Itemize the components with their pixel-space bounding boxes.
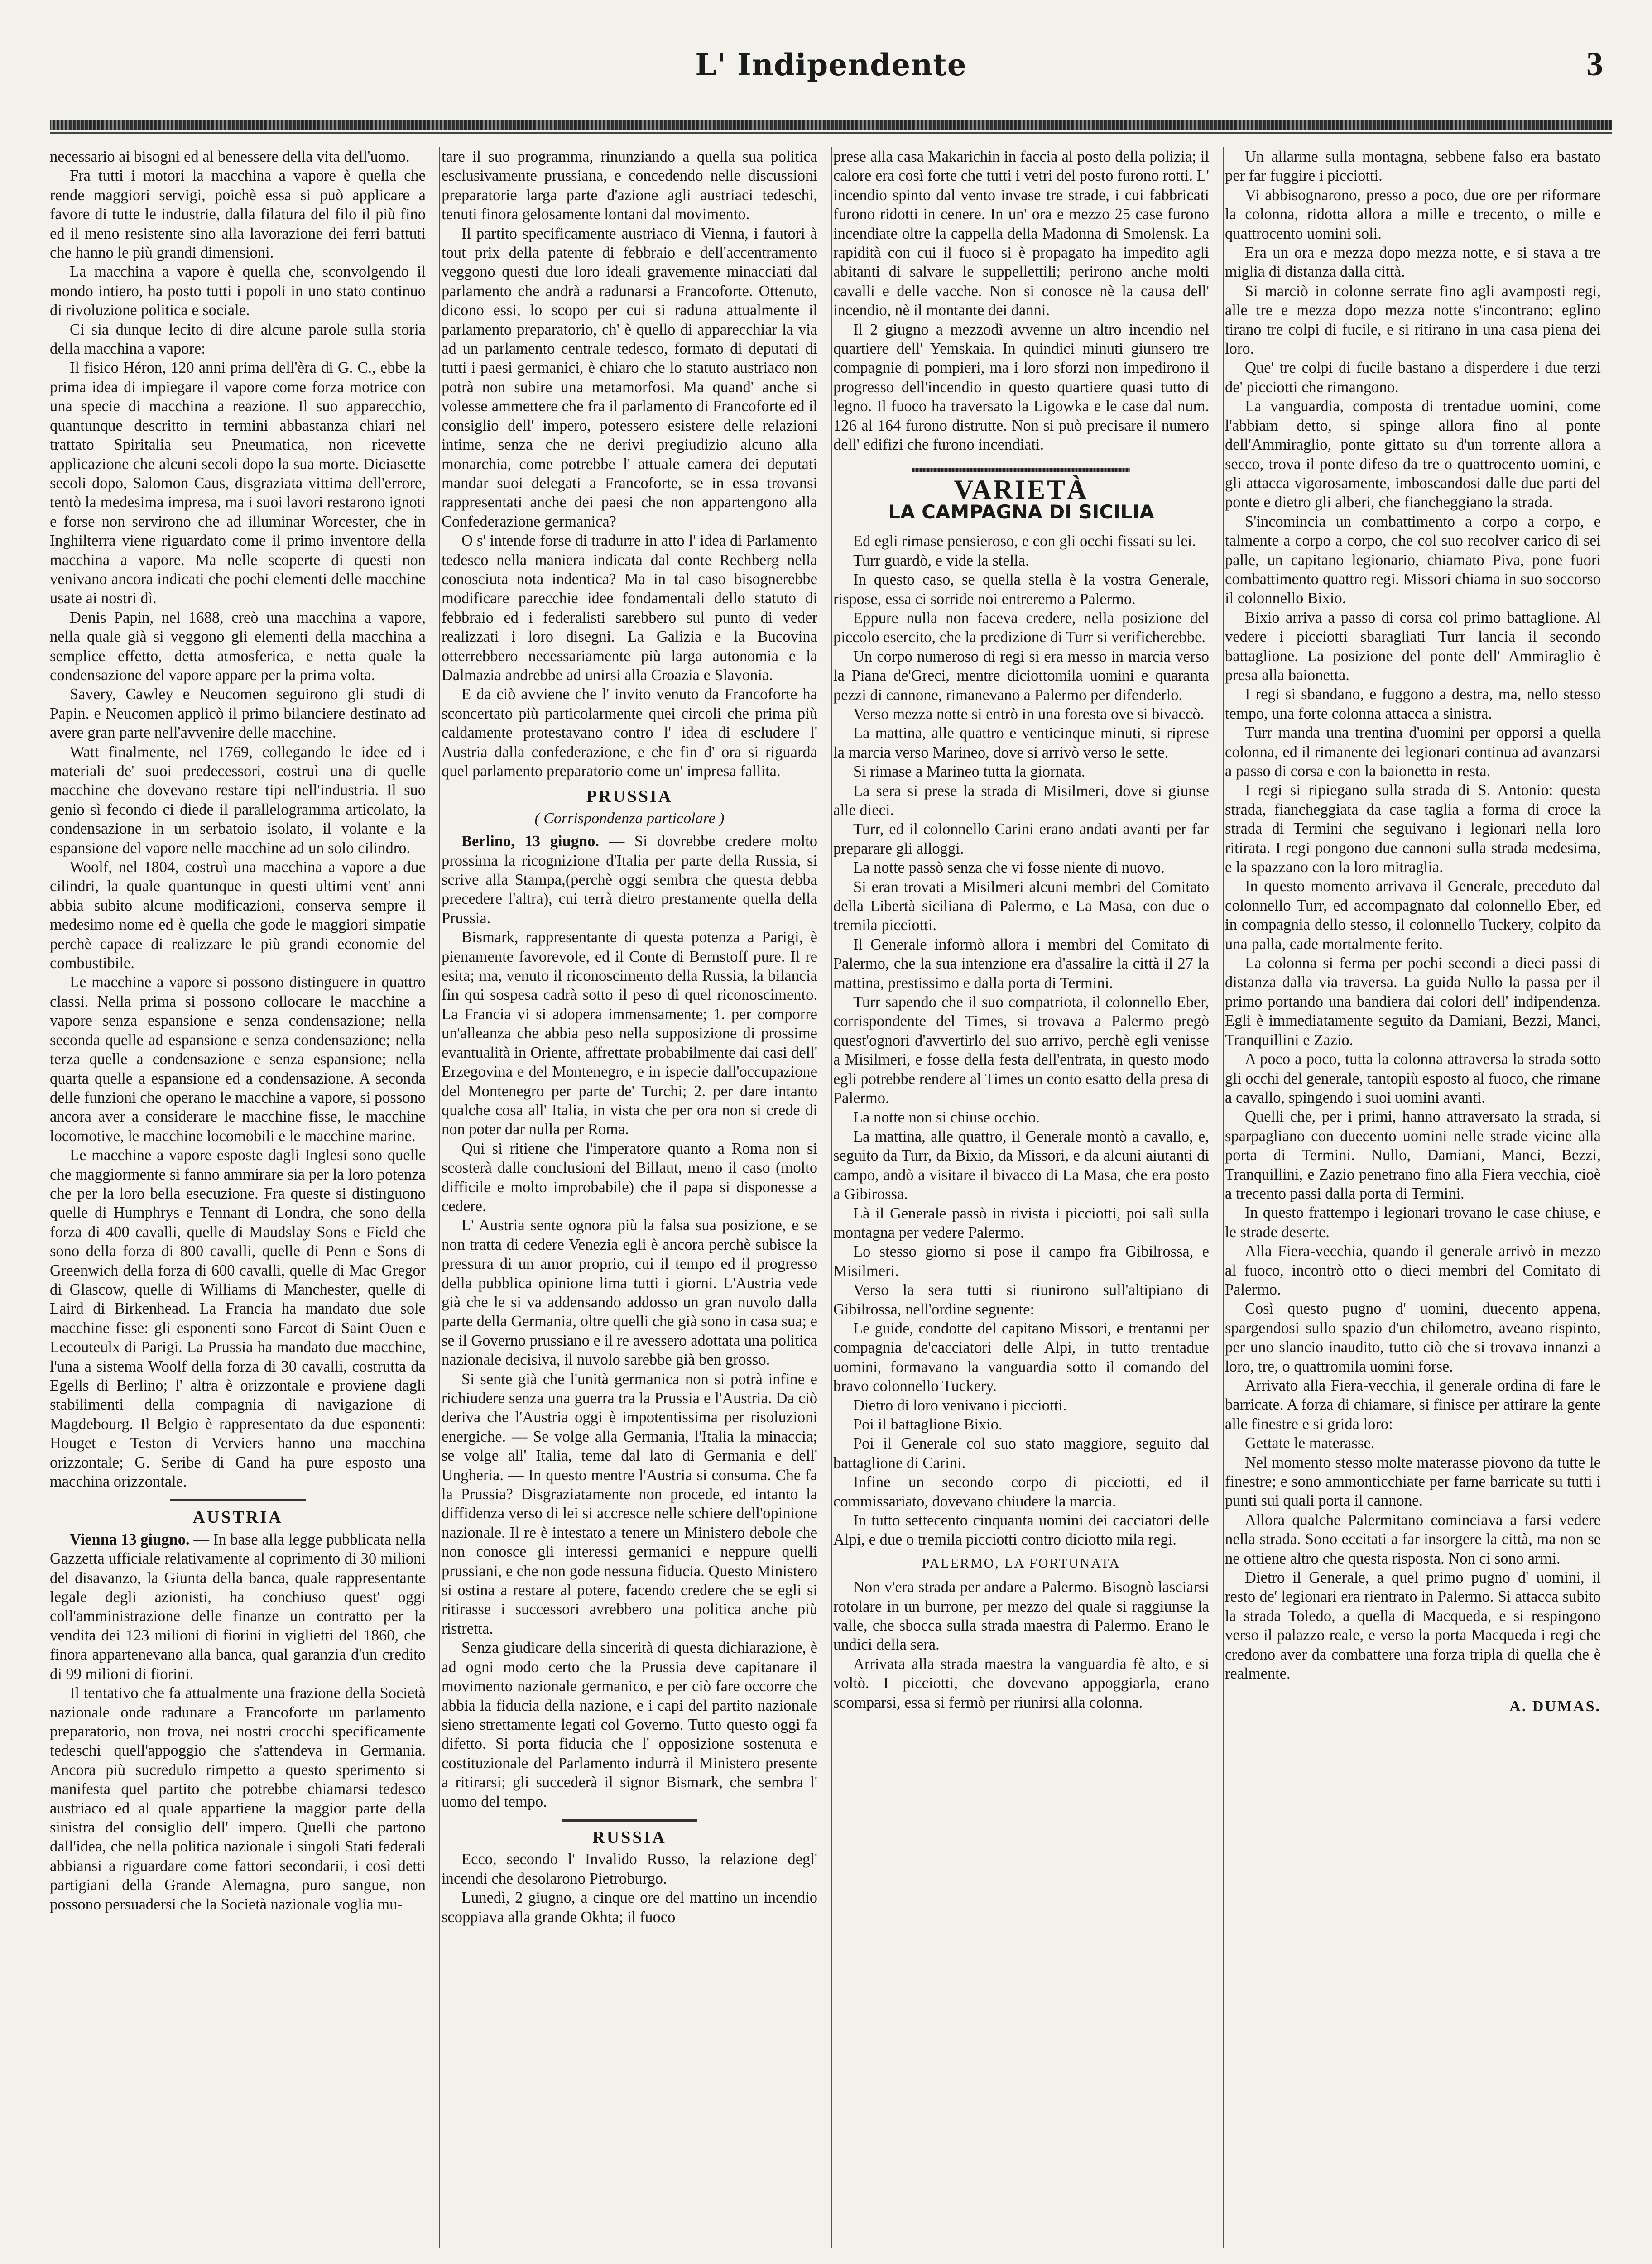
dateline: Berlino, 13 giugno. <box>461 833 600 850</box>
varieta-heading: VARIETÀ <box>954 474 1089 504</box>
paragraph: Dietro il Generale, a quel primo pugno d' uomini, il resto de' legionari era rientrato in Palermo. Si attacca subito la strada Toledo, a quella di Macqueda, e si respingono verso il palazzo reale, e verso la porta Macqueda i regi che credono aver da combattere una forza tripla di quella che è realmente. <box>1225 1569 1601 1683</box>
paragraph: Verso la sera tutti si riunirono sull'altipiano di Gibilrossa, nell'ordine seguente: <box>833 1281 1209 1318</box>
column-2 <box>442 147 817 2257</box>
paragraph: Ci sia dunque lecito di dire alcune parole sulla storia della macchina a vapore: <box>50 321 426 358</box>
paragraph: Qui si ritiene che l'imperatore quanto a Roma non si scosterà dalle conclusioni del Billaut, meno il caso (molto difficile e molto improbabile) che il papa si disponesse a cedere. <box>442 1140 817 1215</box>
dateline-text: — Si dovrebbe credere molto prossima la ricognizione d'Italia per parte della Russia, si scrive alla Stampa,(perchè oggi sembra che questa debba precedere l'altra), cui terrà dietro prestamente quella della Prussia. <box>442 833 817 927</box>
paragraph: A poco a poco, tutta la colonna attraversa la strada sotto gli occhi del generale, tantopiù esposto al fuoco, che rimane a cavallo, spingendo i suoi uomini avanti. <box>1225 1050 1601 1106</box>
paragraph: Verso mezza notte si entrò in una foresta ove si bivaccò. <box>853 705 1205 723</box>
paragraph: Turr sapendo che il suo compatriota, il colonnello Eber, corrispondente del Times, si trovava a Palermo pregò quest'ognori d'avvertirlo del suo arrivo, perchè egli venisse a Misilmeri, e fosse della festa dell'entrata, in questo modo egli potrebbe rendere al Times un conto esatto della presa di Palermo. <box>833 993 1209 1107</box>
paragraph: In questo caso, se quella stella è la vostra Generale, rispose, essa ci sorride noi entreremo a Palermo. <box>833 571 1209 608</box>
paragraph: Le guide, condotte del capitano Missori, e trentanni per compagnia de'cacciatori delle Alpi, in tutto trentadue uomini, formavano la vanguardia sotto il comando del bravo colonnello Tuckery. <box>833 1319 1209 1395</box>
paragraph: In questo momento arrivava il Generale, preceduto dal colonnello Turr, ed accompagnato dal colonnello Eber, ed in compagnia dello stesso, il colonnello Tuckery, colpito da una palla, cade mortalmente ferito. <box>1225 878 1601 953</box>
paragraph: Alla Fiera-vecchia, quando il generale arrivò in mezzo al fuoco, incontrò otto o dieci membri del Comitato di Palermo. <box>1225 1242 1601 1298</box>
paragraph: Lunedì, 2 giugno, a cinque ore del mattino un incendio scoppiava alla grande Okhta; il fuoco <box>442 1889 817 1926</box>
paragraph: Là il Generale passò in rivista i picciotti, poi salì sulla montagna per vedere Palermo. <box>833 1204 1209 1241</box>
paragraph <box>50 1530 426 1684</box>
paragraph: Il 2 giugno a mezzodì avvenne un altro incendio nel quartiere dell' Yemskaia. In quindici minuti giunsero tre compagnie di pompieri, ma i loro sforzi non impedirono il progresso dell'incendio in questo quartiere quasi tutto di legno. Il fuoco ha traversato la Ligowka e le case dal num. 126 al 164 furono distrutte. Non si può precisare il numero dell' edifizi che furono incendiati. <box>833 321 1209 454</box>
paragraph: I regi si ripiegano sulla strada di S. Antonio: questa strada, fiancheggiata da case taglia a forma di croce la strada di Termini che seguivano i legionari nella loro ritirata. I regi pongono due cannoni sulla strada medesima, e la spazzano con la loro mitraglia. <box>1225 782 1601 876</box>
paragraph: Bixio arriva a passo di corsa col primo battaglione. Al vedere i picciotti sbaragliati Turr lancia il secondo battaglione. La posizione del ponte dell' Ammiraglio è presa alla baionetta. <box>1225 609 1601 684</box>
paragraph: I regi si sbandano, e fuggono a destra, ma, nello stesso tempo, una forte colonna attacca a sinistra. <box>1225 686 1601 722</box>
paragraph: E da ciò avviene che l' invito venuto da Francoforte ha sconcertato più particolarmente quei circoli che prima più caldamente protestavano contro l' idea di escludere l' Austria dalla confederazione, e che fin d' ora si riguarda quel parlamento preparatorio come un' impresa fallita. <box>442 686 817 780</box>
russia-heading: RUSSIA <box>592 1828 667 1847</box>
paragraph: Non v'era strada per andare a Palermo. Bisognò lasciarsi rotolare in un burrone, per mezzo del quale si raggiunse la valle, che sbocca sulla strada maestra di Palermo. Erano le undici della sera. <box>833 1578 1209 1654</box>
steam-engine-article <box>50 147 426 1491</box>
paragraph: Dietro di loro venivano i picciotti. <box>853 1396 1067 1414</box>
paragraph: Un allarme sulla montagna, sebbene falso era bastato per far fuggire i picciotti. <box>1225 148 1601 185</box>
prussia-heading: PRUSSIA <box>586 787 673 806</box>
paragraph: La mattina, alle quattro, il Generale montò a cavallo, e, seguito da Turr, da Bixio, da Missori, e da alcuni aiutanti di campo, andò a visitare il bivacco di La Masa, che era posto a Gibirossa. <box>833 1127 1209 1203</box>
paragraph: Poi il battaglione Bixio. <box>853 1416 1003 1433</box>
paragraph: La vanguardia, composta di trentadue uomini, come l'abbiam detto, si spinge allora fino al ponte dell'Ammiraglio, ponte gittato su d'un torrente allora a secco, trova il ponte difeso da tre o quattrocento uomini, e gli attacca vigorosamente, imboscandosi dalle due parti del ponte e dietro gli alberi, che fiancheggiano la strada. <box>1225 398 1601 511</box>
paragraph: Si rimase a Marineo tutta la giornata. <box>853 763 1085 781</box>
paragraph: Il tentativo che fa attualmente una frazione della Società nazionale onde radunare a Francoforte un parlamento preparatorio, non trova, nei nostri crocchi specificamente tedeschi quell'appoggio che s'attendeva in Germania. Ancora più sucredulo rimpetto a questo sperimento si manifesta quel partito che potrebbe chiamarsi tedesco austriaco ed al quale appartiene la maggior parte della sinistra del consiglio dell' impero. Quelli che partono dall'idea, che nella politica nazionale i singoli Stati federali abbiansi a riguardare come fattori secondarii, i così detti partigiani della Grande Alemagna, puro sangue, non possono persuadersi che la Società nazionale voglia mu- <box>50 1684 426 1913</box>
paragraph: La colonna si ferma per pochi secondi a dieci passi di distanza dalla via traversa. La guida Nullo la passa per il primo portando una bandiera dai colori dell' indipendenza. Egli è immediatamente seguito da Damiani, Bezzi, Manci, Tranquillini e Zazio. <box>1225 955 1601 1049</box>
paragraph: Il fisico Héron, 120 anni prima dell'èra di G. C., ebbe la prima idea di impiegare il vapore come forza motrice con una specie di macchina a reazione. Il suo apparecchio, quantunque descritto in termini abbastanza chiari nel trattato Spiritalia seu Pneumatica, non ricevette applicazione che alcuni secoli dopo la sua morte. Diciasette secoli dopo, Salomon Caus, disgraziata vittima dell'errore, tentò la medesima impresa, ma i suoi lavori restarono ignoti e forse non servirono che ad illuminar Worcester, che in Inghilterra viene riguardato come il primo inventore della macchina a vapore. Ma nelle scoperte di questi non venivano ancora indicati che pochi elementi delle macchine usate ai nostri dì. <box>50 359 426 607</box>
paragraph: Denis Papin, nel 1688, creò una macchina a vapore, nella quale già si veggono gli elementi della macchina a semplice effetto, detta atmosferica, e netta quale la condensazione del vapore appare per la prima volta. <box>50 609 426 684</box>
paragraph: Arrivata alla strada maestra la vanguardia fè alto, e si voltò. I picciotti, che dovevano appoggiarla, erano scomparsi, essa si fermò per riunirsi alla colonna. <box>833 1655 1209 1711</box>
paragraph: Le macchine a vapore esposte dagli Inglesi sono quelle che maggiormente si fanno ammirare sia per la loro potenza che per la loro bella esecuzione. Fra queste si distinguono quelle di Humphrys e Tennant di Londra, che sono della forza di 400 cavalli, quelle di Maudslay Sons e Field che sono della forza di 800 cavalli, quelle di Penn e Sons di Greenwich della forza di 600 cavalli, quelle di Mac Gregor di Glascow, quelle di Williams di Manchester, quelle di Laird di Birkenhead. La Francia ha mandato due sole macchine fisse: gli esponenti sono Farcot di Saint Ouen e Lecouteulx di Parigi. La Prussia ha mandato due macchine, l'una a sistema Woolf della forza di 30 cavalli, costrutta da Egells di Berlino; l' altra è orizzontale e proviene dagli stabilimenti della compagnia di navigazione di Magdebourg. Il Belgio è rappresentato da due esponenti: Houget e Teston di Verviers hanno una macchina orizzontale; G. Seribe di Gand ha pure esposto una macchina orizzontale. <box>50 1146 426 1491</box>
palermo-subheading: PALERMO, LA FORTUNATA <box>922 1555 1121 1571</box>
paragraph: Turr, ed il colonnello Carini erano andati avanti per far preparare gli alloggi. <box>833 820 1209 857</box>
paragraph: Si marciò in colonne serrate fino agli avamposti regi, alle tre e mezza dopo mezza notte s'incontrano; eglino tirano tre colpi di fucile, e si ritirano in una casa piena dei loro. <box>1225 282 1601 358</box>
paragraph: Ed egli rimase pensieroso, e con gli occhi fissati su lei. <box>853 532 1196 550</box>
paragraph: Lo stesso giorno si pose il campo fra Gibilrossa, e Misilmeri. <box>833 1243 1209 1280</box>
paragraph: Le macchine a vapore si possono distinguere in quattro classi. Nella prima si possono collocare le macchine a vapore senza espansione e senza condensazione; nella seconda quelle ad espansione e senza condensazione; nella terza quelle a condensazione e senza espansione; nella quarta quelle a espansione ed a condensazione. A seconda delle funzioni che operano le macchine a vapore, si possono ancora aver a considerare le macchine fisse, le macchine locomotive, le macchine locomobili e le macchine marine. <box>50 974 426 1145</box>
paragraph: Nel momento stesso molte materasse piovono da tutte le finestre; e sono ammonticchiate per farne barricate su tutti i punti sui quali porta il cannone. <box>1225 1453 1601 1510</box>
paragraph: Infine un secondo corpo di picciotti, ed il commissariato, dovevano chiudere la marcia. <box>833 1473 1209 1510</box>
paragraph: In questo frattempo i legionari trovano le case chiuse, e le strade deserte. <box>1225 1204 1601 1241</box>
paragraph: tare il suo programma, rinunziando a quella sua politica esclusivamente prussiana, e concedendo nelle discussioni preparatorie larga parte d'azione agli austriaci tedeschi, tenuti finora gelosamente lontani dal movimento. <box>442 148 817 223</box>
paragraph: Si sente già che l'unità germanica non si potrà infine e richiudere senza una guerra tra la Prussia e l'Austria. Da ciò deriva che l'Austria oggi è impotentissima per risoluzioni energiche. — Se volge alla Germania, l'Italia la minaccia; se volge all' Italia, teme dal lato di Germania e dell' Ungheria. — In questo mentre l'Austria si consuma. Che fa la Prussia? Disgraziatamente non procede, ed intanto la diffidenza verso di lei si accresce nelle schiere dell'opinione nazionale. Il re è intestato a tenere un Ministero debole che non conosce gli interessi germanici e neppure quelli prussiani, e che non gode nessuna fiducia. Questo Ministero si ostina a restare al potere, facendo credere che se egli si ritirasse i successori avrebbero una politica anche più ristretta. <box>442 1370 817 1637</box>
header-rule-thin <box>50 132 1612 134</box>
paragraph: Savery, Cawley e Neucomen seguirono gli studi di Papin. e Neucomen applicò il primo bilanciere destinato ad avere gran parte nell'avvenire delle macchine. <box>50 686 426 742</box>
prussia-subheading: ( Corrispondenza particolare ) <box>534 810 725 827</box>
paragraph: O s' intende forse di tradurre in atto l' idea di Parlamento tedesco nella maniera indicata dal conte Rechberg nella conosciuta nota indentica? Ma in tal caso bisognerebbe modificare parecchie idee fondamentali dello statuto di febbraio ed i federalisti sarebbero sul punto di veder realizzati i loro disegni. La Galizia e la Bucovina otterrebbero necessariamente più larga autonomia e la Dalmazia andrebbe ad unirsi alla Croazia e Slavonia. <box>442 532 817 684</box>
paragraph: necessario ai bisogni ed al benessere della vita dell'uomo. <box>50 148 410 165</box>
paragraph: La notte passò senza che vi fosse niente di nuovo. <box>853 859 1165 877</box>
paragraph: Allora qualche Palermitano cominciava a farsi vedere nella strada. Sono eccitati a far insorgere la città, ma non se ne ottiene altro che questa risposta. Non ci sono armi. <box>1225 1511 1601 1567</box>
campagna-heading: LA CAMPAGNA DI SICILIA <box>888 500 1154 523</box>
paragraph: Eppure nulla non faceva credere, nella posizione del piccolo esercito, che la predizione di Turr si verificherebbe. <box>833 609 1209 646</box>
header-rule <box>50 120 1612 130</box>
column-4 <box>1225 147 1601 2257</box>
paragraph: Poi il Generale col suo stato maggiore, seguito dal battaglione di Carini. <box>833 1435 1209 1472</box>
paragraph: La macchina a vapore è quella che, sconvolgendo il mondo intiero, ha posto tutti i popoli in uno stato continuo di rivoluzione politica e sociale. <box>50 263 426 319</box>
paragraph: Arrivato alla Fiera-vecchia, il generale ordina di fare le barricate. A forza di chiamare, si finisce per attirare la gente alle finestre e si grida loro: <box>1225 1377 1601 1433</box>
paragraph: Turr manda una trentina d'uomini per opporsi a quella colonna, ed il rimanente dei legionari continua ad avanzarsi a passo di corsa e con la baionetta in resta. <box>1225 724 1601 780</box>
column-3 <box>833 147 1209 2257</box>
paragraph: Un corpo numeroso di regi si era messo in marcia verso la Piana de'Greci, mentre diciottomila uomini e quaranta pezzi di cannone, rimanevano a Palermo per difenderlo. <box>833 648 1209 704</box>
paragraph: Il partito specificamente austriaco di Vienna, i fautori à tout prix della patente di febbraio e dell'accentramento veggono questi due loro ideali gravemente minacciati dal parlamento che andrà a radunarsi a Francoforte. Ottenuto, dicono essi, lo scopo per cui si raduna attualmente il parlamento preparatorio, ch' è quello di apparecchiar la via ad un parlamento centrale tedesco, formato di deputati di tutti i paesi germanici, è chiaro che lo statuto austriaco non potrà non subire una metamorfosi. Ma quand' anche si volesse ammettere che fra il parlamento di Francoforte ed il consiglio dell' impero, potessero esistere delle relazioni intime, senza che ne derivi pregiudizio alcuno alla monarchia, come potrebbe l' attuale camera dei deputati mandar suoi delegati a Francoforte, se in essa trovansi rappresentati anche dei paesi che non appartengono alla Confederazione germanica? <box>442 225 817 530</box>
paragraph <box>442 832 817 928</box>
paragraph: Woolf, nel 1804, costruì una macchina a vapore a due cilindri, la quale quantunque in questi ultimi vent' anni abbia subito alcune modificazioni, conserva sempre il medesimo nome ed è quella che gode le maggiori simpatie perchè capace di realizzare le più grandi economie del combustibile. <box>50 859 426 972</box>
austria-heading: AUSTRIA <box>192 1508 283 1527</box>
paragraph: La sera si prese la strada di Misilmeri, dove si giunse alle dieci. <box>833 782 1209 819</box>
paragraph: Senza giudicare della sincerità di questa dichiarazione, è ad ogni modo certo che la Prussia deve capitanare il movimento nazionale germanico, e per ciò fare occorre che abbia la fiducia della nazione, e i capi del partito nazionale sieno strettamente legati col Governo. Tutto questo oggi fa difetto. Si porta fiducia che l' opposizione sostenuta e costituzionale del Parlamento indurrà il Ministero presente a ritirarsi; gli succederà il signor Bismark, che sembra l' uomo del tempo. <box>442 1639 817 1810</box>
paragraph: Era un ora e mezza dopo mezza notte, e si stava a tre miglia di distanza dalla città. <box>1225 244 1601 281</box>
paragraph: L' Austria sente ognora più la falsa sua posizione, e se non tratta di cedere Venezia egli è ancora perchè subisce la pressura di un amor proprio, cui il tempo ed il progresso della pubblica opinione lima tutti i giorni. L'Austria vede già che le si va addensando addosso un gran nuvolo dalla parte della Germania, oltre quelli che già sono in casa sua; e se il Governo prussiano e il re avessero adottata una politica nazionale decisiva, il nuvolo sarebbe già ben grosso. <box>442 1217 817 1369</box>
column-1 <box>50 147 426 2257</box>
article-columns <box>50 147 1612 2257</box>
paragraph: Fra tutti i motori la macchina a vapore è quella che rende maggiori servigi, poichè essa si può applicare a favore di tutte le industrie, dalla filatura del filo il più fino ed il meno resistente sino alla lavorazione dei ferri battuti che hanno le più grandi dimensioni. <box>50 167 426 262</box>
paragraph: Il Generale informò allora i membri del Comitato di Palermo, che la sua intenzione era d'assalire la città il 27 la mattina, prestissimo e dalla porta di Termini. <box>833 935 1209 992</box>
paragraph: Bismark, rappresentante di questa potenza a Parigi, è pienamente favorevole, ed il Conte di Bernstoff pure. Il re esita; ma, venuto il riconoscimento della Russia, la bilancia fin qui sospesa cadrà sotto il peso di quel riconoscimento. La Francia vi si adopera immensamente; 1. per comporre un'alleanza che abbia peso nella supposizione di prossime evantualità in Oriente, affrettate probabilmente dai casi dell' Erzegovina e del Montenegro, e in ispecie dall'occupazione del Montenegro per parte de' Turchi; 2. per dare intanto qualche cosa all' Italia, in vista che per ora non si crede di non poter dar nulla per Roma. <box>442 929 817 1138</box>
paragraph: In tutto settecento cinquanta uomini dei cacciatori delle Alpi, e due o tremila picciotti contro diciotto mila regi. <box>833 1512 1209 1549</box>
paragraph: Gettate le materasse. <box>1245 1434 1375 1452</box>
paragraph: prese alla casa Makarichin in faccia al posto della polizia; il calore era così forte che tutti i vetri del posto furono rotti. L' incendio spinto dal vento invase tre strade, i cui fabbricati furono ridotti in cenere. In un' ora e mezzo 25 case furono incendiate oltre la cappella della Madonna di Smolensk. La rapidità con cui il fuoco si è propagato ha impedito agli abitanti di salvare le suppellettili; perirono anche molti cavalli e delle vacche. Non si conosce nè la causa dell' incendio, nè il montante dei danni. <box>833 148 1209 319</box>
paragraph: Watt finalmente, nel 1769, collegando le idee ed i materiali de' suoi predecessori, costruì una di quelle macchine che dovevano restare tipi nell'industria. Il suo genio sì fecondo ci diede il parallelogramma articolato, la condensazione in un serbatoio isolato, il volante e la espansione del vapore nelle macchine ad un solo cilindro. <box>50 743 426 857</box>
paragraph: La mattina, alle quattro e venticinque minuti, si riprese la marcia verso Marineo, dove si arrivò verso le sette. <box>833 724 1209 761</box>
paragraph: Quelli che, per i primi, hanno attraversato la strada, si sparpagliano con duecento uomini nelle strade vicine alla porta di Termini. Nullo, Damiani, Manci, Bezzi, Tranquillini, e Zazio penetrano fino alla Fiera vecchia, cioè a trecento passi dalla porta di Termini. <box>1225 1108 1601 1202</box>
paragraph: S'incomincia un combattimento a corpo a corpo, e talmente a corpo a corpo, che col suo recolver carico di sei palle, un capitano legionario, chiamato Piva, pone fuori combattimento quattro regi. Missori chiama in suo soccorso il colonnello Bixio. <box>1225 513 1601 607</box>
page-number: 3 <box>1586 46 1603 83</box>
paragraph: Turr guardò, e vide la stella. <box>853 552 1029 569</box>
section-divider <box>912 468 1130 472</box>
paragraph: Que' tre colpi di fucile bastano a disperdere i due terzi de' picciotti che rimangono. <box>1225 359 1601 396</box>
section-divider <box>170 1499 306 1501</box>
paragraph: La notte non si chiuse occhio. <box>853 1108 1040 1126</box>
dateline-text: — In base alla legge pubblicata nella Gazzetta ufficiale relativamente al coprimento di 30 milioni del disavanzo, la Giunta della banca, quale rappresentante legale degli azionisti, ha conchiuso quest' oggi coll'amministrazione delle finanze un contratto per la vendita dei 123 milioni di fiorini in viglietti del 1860, che finora appartenevano alla banca, qual garanzia d'un credito di 99 milioni di fiorini. <box>50 1530 426 1683</box>
paragraph: Vi abbisognarono, presso a poco, due ore per riformare la colonna, ridotta allora a mille e trecento, o mille e quattrocento uomini soli. <box>1225 186 1601 242</box>
section-divider <box>562 1819 697 1822</box>
masthead <box>50 36 1612 104</box>
paragraph: Ecco, secondo l' Invalido Russo, la relazione degl' incendi che desolarono Pietroburgo. <box>442 1851 817 1887</box>
dateline: Vienna 13 giugno. <box>70 1530 190 1548</box>
author-signature: A. DUMAS. <box>1509 1698 1601 1715</box>
newspaper-title: L' Indipendente <box>695 47 967 82</box>
paragraph: Si eran trovati a Misilmeri alcuni membri del Comitato della Libertà siciliana di Palermo, e La Masa, con due o tremila picciotti. <box>833 878 1209 934</box>
paragraph: Così questo pugno d' uomini, duecento appena, spargendosi sullo spazio d'un chilometro, aveano rispinto, per uno slancio inaudito, tutto ciò che si trovava innanzi a loro, tre, o quattromila uomini forse. <box>1225 1300 1601 1375</box>
